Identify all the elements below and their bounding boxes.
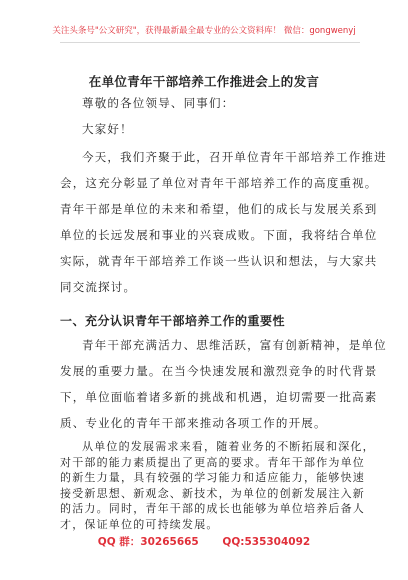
footer-qq: QQ:535304092 (222, 536, 311, 548)
paragraph-line: 同交流探讨。 (60, 280, 137, 294)
paragraph-line: 单位的长远发展和事业的兴衰成败。下面，我将结合单位 (60, 228, 378, 242)
paragraph-line: 青年干部充满活力、思维活跃，富有创新精神，是单位 (82, 338, 387, 352)
paragraph-line: 的活力。同时，青年干部的成长也能够为单位培养后备人 (60, 502, 365, 515)
document-title: 在单位青年干部培养工作推进会上的发言 (88, 74, 320, 89)
paragraph-line: 今天，我们齐聚于此，召开单位青年干部培养工作推进 (82, 150, 387, 164)
paragraph-line: 从单位的发展需求来看，随着业务的不断拓展和深化， (82, 440, 375, 453)
section-heading: 一、充分认识青年干部培养工作的重要性 (60, 314, 286, 328)
footer-qq-group: QQ 群：30265665 (97, 536, 199, 548)
paragraph-line: 青年干部是单位的未来和希望，他们的成长与发展关系到 (60, 202, 378, 216)
paragraph-line: 发展的重要力量。在当今快速发展和激烈竞争的时代背景 (60, 364, 378, 378)
greeting-line: 尊敬的各位领导、同事们： (82, 96, 235, 110)
paragraph-line: 才，保证单位的可持续发展。 (60, 517, 219, 531)
header-banner: 关注头条号"公文研究"，获得最新最全最专业的公文资料库！ 微信：gongwenyj (52, 26, 356, 36)
paragraph-line: 接受新思想、新观念、新技术，为单位的创新发展注入新 (60, 486, 365, 500)
footer-contact (0, 534, 408, 549)
paragraph-line: 实际，就青年干部培养工作谈一些认识和想法，与大家共 (60, 254, 378, 268)
hello-line: 大家好！ (82, 122, 133, 136)
paragraph-line: 质、专业化的青年干部来推动各项工作的开展。 (60, 416, 327, 430)
paragraph-line: 对干部的能力素质提出了更高的要求。青年干部作为单位 (60, 455, 365, 469)
paragraph-line: 的新生力量，具有较强的学习能力和适应能力，能够快速 (60, 471, 365, 484)
header-divider (60, 42, 360, 43)
paragraph-line: 会，这充分彰显了单位对青年干部培养工作的高度重视。 (60, 176, 378, 190)
paragraph-line: 下，单位面临着诸多新的挑战和机遇，迫切需要一批高素 (60, 390, 378, 404)
